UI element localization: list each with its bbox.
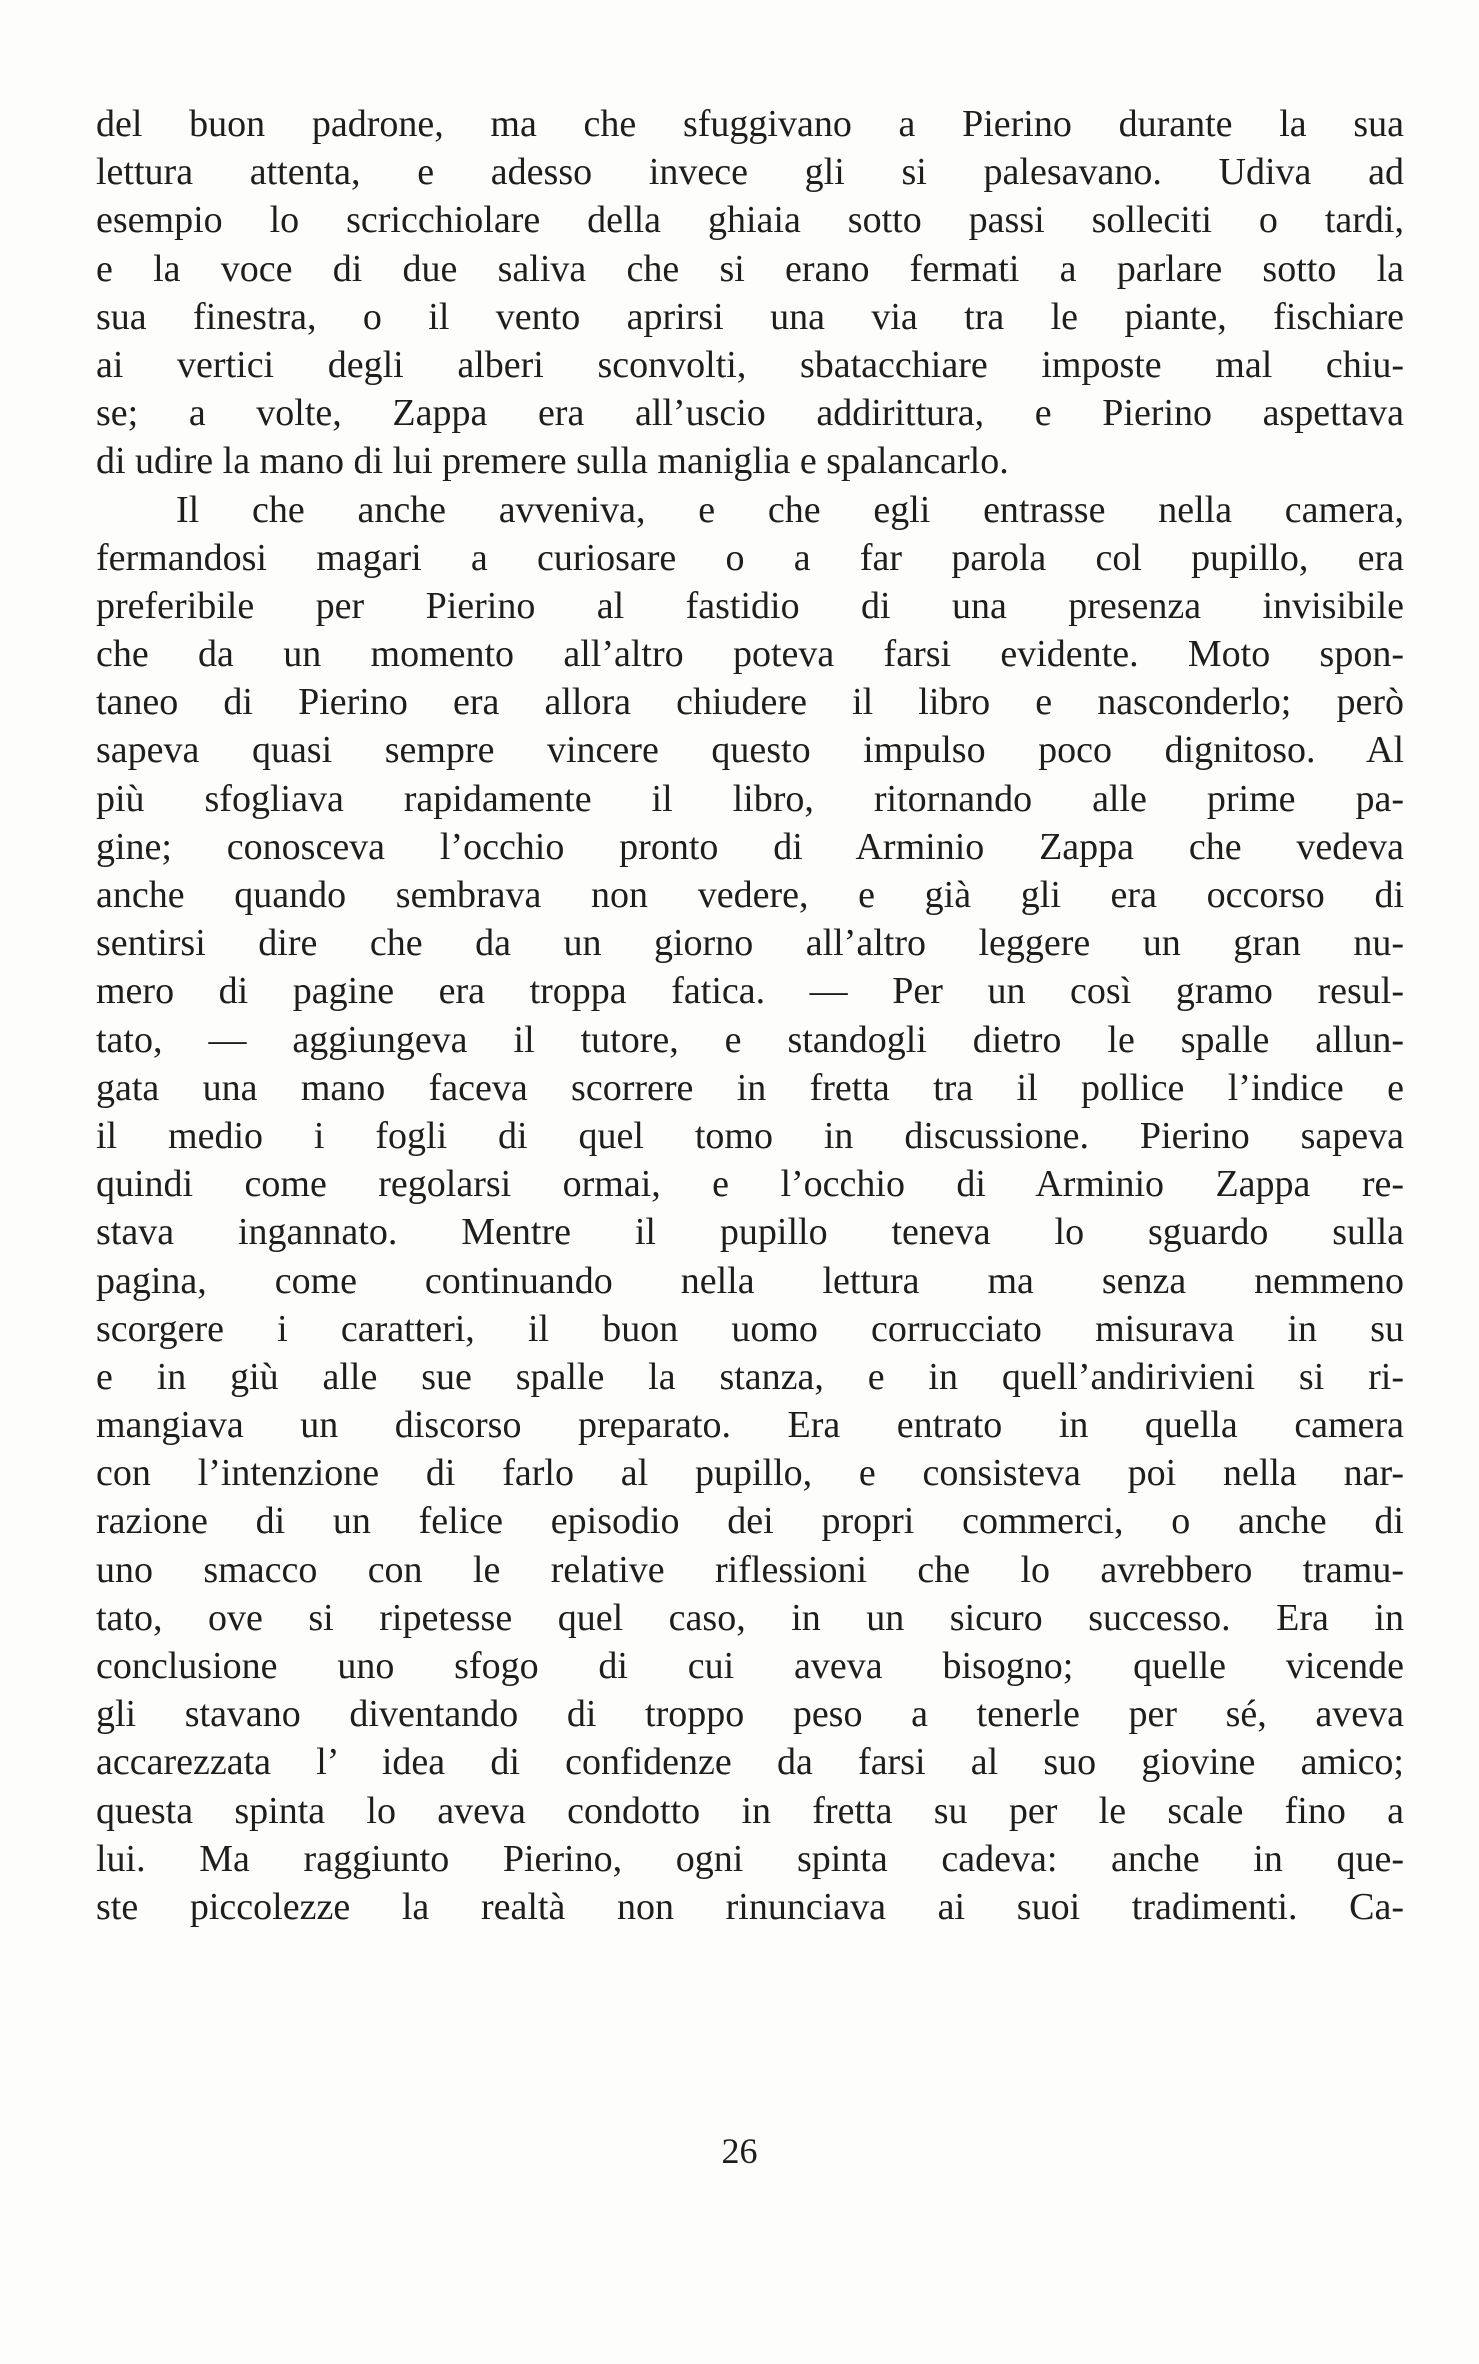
text-line: più sfogliava rapidamente il libro, ritornando alle prime pa- bbox=[96, 777, 1404, 820]
text-line: ai vertici degli alberi sconvolti, sbatacchiare imposte mal chiu- bbox=[96, 343, 1404, 386]
text-line: taneo di Pierino era allora chiudere il libro e nasconderlo; però bbox=[96, 681, 1404, 724]
text-line: e la voce di due saliva che si erano fermati a parlare sotto la bbox=[96, 247, 1404, 290]
text-line: se; a volte, Zappa era all’uscio addirittura, e Pierino aspettava bbox=[96, 392, 1404, 435]
text-line: lettura attenta, e adesso invece gli si palesavano. Udiva ad bbox=[96, 151, 1404, 194]
text-line: con l’intenzione di farlo al pupillo, e consisteva poi nella nar- bbox=[96, 1452, 1404, 1495]
text-line: scorgere i caratteri, il buon uomo corrucciato misurava in su bbox=[96, 1307, 1404, 1350]
text-line: anche quando sembrava non vedere, e già gli era occorso di bbox=[96, 874, 1404, 916]
text-line: conclusione uno sfogo di cui aveva bisogno; quelle vicende bbox=[96, 1645, 1404, 1687]
text-line: mero di pagine era troppa fatica. — Per un così gramo resul- bbox=[96, 970, 1404, 1013]
text-line: razione di un felice episodio dei propri commerci, o anche di bbox=[96, 1500, 1404, 1543]
text-line: ste piccolezze la realtà non rinunciava ai suoi tradimenti. Ca- bbox=[96, 1885, 1404, 1928]
text-line: esempio lo scricchiolare della ghiaia sotto passi solleciti o tardi, bbox=[96, 199, 1404, 242]
text-line: e in giù alle sue spalle la stanza, e in quell’andirivieni si ri- bbox=[96, 1355, 1404, 1398]
text-line: mangiava un discorso preparato. Era entrato in quella camera bbox=[96, 1404, 1404, 1447]
text-line: pagina, come continuando nella lettura ma senza nemmeno bbox=[96, 1259, 1404, 1302]
body-text bbox=[96, 100, 1404, 1931]
text-line: gli stavano diventando di troppo peso a tenerle per sé, aveva bbox=[96, 1693, 1404, 1736]
text-line: sua finestra, o il vento aprirsi una via tra le piante, fischiare bbox=[96, 295, 1404, 338]
text-line: lui. Ma raggiunto Pierino, ogni spinta cadeva: anche in que- bbox=[96, 1837, 1404, 1880]
text-line: uno smacco con le relative riflessioni che lo avrebbero tramu- bbox=[96, 1548, 1404, 1591]
text-line: il medio i fogli di quel tomo in discussione. Pierino sapeva bbox=[96, 1114, 1404, 1157]
text-line: sentirsi dire che da un giorno all’altro leggere un gran nu- bbox=[96, 922, 1404, 965]
text-line: fermandosi magari a curiosare o a far parola col pupillo, era bbox=[96, 536, 1404, 579]
text-line: stava ingannato. Mentre il pupillo teneva lo sguardo sulla bbox=[96, 1211, 1404, 1254]
text-line: questa spinta lo aveva condotto in fretta su per le scale fino a bbox=[96, 1789, 1404, 1832]
text-line: accarezzata l’ idea di confidenze da farsi al suo giovine amico; bbox=[96, 1741, 1404, 1784]
paragraph-end-line: di udire la mano di lui premere sulla maniglia e spalancarlo. bbox=[96, 440, 1009, 483]
page-number: 26 bbox=[721, 2131, 758, 2171]
text-line: gine; conosceva l’occhio pronto di Arminio Zappa che vedeva bbox=[96, 825, 1404, 868]
text-line: che da un momento all’altro poteva farsi evidente. Moto spon- bbox=[96, 633, 1404, 676]
text-line: gata una mano faceva scorrere in fretta tra il pollice l’indice e bbox=[96, 1066, 1404, 1109]
text-line: preferibile per Pierino al fastidio di una presenza invisibile bbox=[96, 584, 1404, 627]
text-line: sapeva quasi sempre vincere questo impulso poco dignitoso. Al bbox=[96, 729, 1404, 772]
paragraph-start-line: Il che anche avveniva, e che egli entrasse nella camera, bbox=[176, 488, 1404, 531]
text-line: tato, ove si ripetesse quel caso, in un sicuro successo. Era in bbox=[96, 1596, 1404, 1639]
text-line: tato, — aggiungeva il tutore, e standogli dietro le spalle allun- bbox=[96, 1018, 1404, 1061]
text-line: del buon padrone, ma che sfuggivano a Pierino durante la sua bbox=[96, 103, 1404, 145]
text-line: quindi come regolarsi ormai, e l’occhio di Arminio Zappa re- bbox=[96, 1163, 1404, 1206]
